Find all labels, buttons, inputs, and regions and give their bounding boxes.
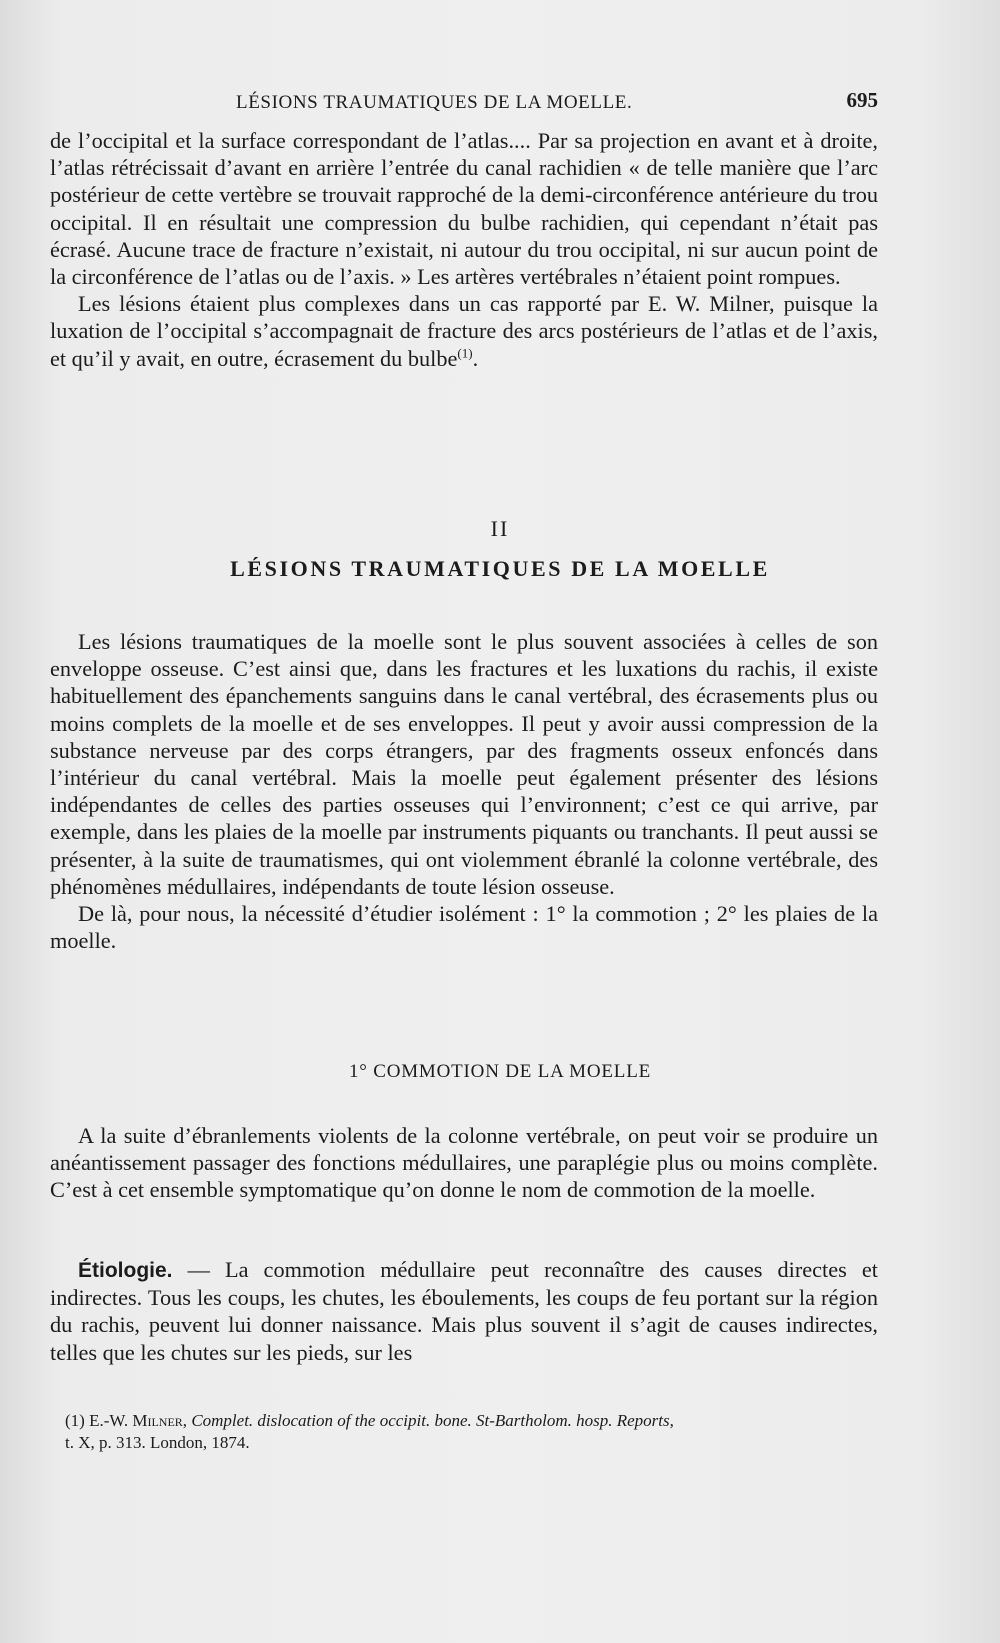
upper-text-block (50, 127, 878, 372)
paragraph-plan: De là, pour nous, la nécessité d’étudier isolément : 1° la commotion ; 2° les plaies de la moelle. (50, 901, 878, 954)
running-head (50, 88, 878, 116)
section-title: LÉSIONS TRAUMATIQUES DE LA MOELLE (230, 556, 770, 581)
paragraph-milner-end: . (472, 345, 479, 371)
footnote-title: Complet. dislocation of the occipit. bone. St-Bartholom. hosp. Reports, (191, 1411, 674, 1430)
paragraph-introduction: Les lésions traumatiques de la moelle sont le plus souvent associées à celles de son enveloppe osseuse. C’est ainsi que, dans les fractures et les luxations du rachis, il existe habituellement des épanchements sanguins dans le canal vertébral, des écrasements plus ou moins complets de la moelle et de ses enveloppes. Il peut y avoir aussi compression de la substance nerveuse par des corps étrangers, par des fragments osseux enfoncés dans l’intérieur du canal vertébral. Mais la moelle peut également présenter des lésions indépendantes de celles des parties osseuses qui l’environnent; c’est ce qui arrive, par exemple, dans les plaies de la moelle par instruments piquants ou tranchants. Il peut aussi se présenter, à la suite de traumatismes, qui ont violemment ébranlé la colonne vertébrale, des phénomènes médullaires, indépendants de toute lésion osseuse. (50, 629, 878, 899)
commotion-text-block (50, 1122, 878, 1204)
footnote-reference: (1) (457, 345, 473, 361)
middle-text-block (50, 628, 878, 954)
paragraph-milner-case (50, 290, 878, 372)
footnote-author: E.-W. Milner, (89, 1411, 188, 1430)
paragraph-continuation: de l’occipital et la surface correspondant de l’atlas.... Par sa projection en avant et à droite, l’atlas rétrécissait d’avant en arrière l’entrée du canal rachidien « de telle manière que l’arc postérieur de cette vertèbre se trouvait rapproché de la demi-circonférence antérieure du trou occipital. Il en résultait une compression du bulbe rachidien, qui cependant n’était pas écrasé. Aucune trace de fracture n’existait, ni autour du trou occipital, ni sur aucun point de la circonférence de l’atlas ou de l’axis. » Les artères vertébrales n’étaient point rompues. (50, 128, 878, 290)
footnote-reference-details: t. X, p. 313. London, 1874. (65, 1433, 250, 1452)
paragraph-commotion-definition: A la suite d’ébranlements violents de la colonne vertébrale, on peut voir se produire un anéantissement passager des fonctions médullaires, une paraplégie plus ou moins complète. C’est à cet ensemble symptomatique qu’on donne le nom de commotion de la moelle. (50, 1123, 878, 1203)
etiology-text-block (50, 1256, 878, 1366)
section-number: II (490, 516, 510, 541)
running-title: LÉSIONS TRAUMATIQUES DE LA MOELLE. (236, 92, 633, 113)
page-number: 695 (846, 88, 878, 112)
footnote (65, 1410, 877, 1454)
etiology-label: Étiologie. (78, 1259, 173, 1282)
paragraph-milner-text: Les lésions étaient plus complexes dans un cas rapporté par E. W. Milner, puisque la luxation de l’occipital s’accompagnait de fracture des arcs postérieurs de l’atlas et de l’axis, et qu’il y avait, en outre, écrasement du bulbe (50, 291, 878, 371)
footnote-marker: (1) (65, 1411, 85, 1430)
subsection-title: 1° COMMOTION DE LA MOELLE (348, 1061, 652, 1082)
paragraph-etiology (50, 1256, 878, 1366)
etiology-text: — La commotion médullaire peut reconnaître des causes directes et indirectes. Tous les coups, les chutes, les éboulements, les coups de feu portant sur la région du rachis, peuvent lui donner naissance. Mais plus souvent il s’agit de causes indirectes, telles que les chutes sur les pieds, sur les (50, 1257, 878, 1365)
